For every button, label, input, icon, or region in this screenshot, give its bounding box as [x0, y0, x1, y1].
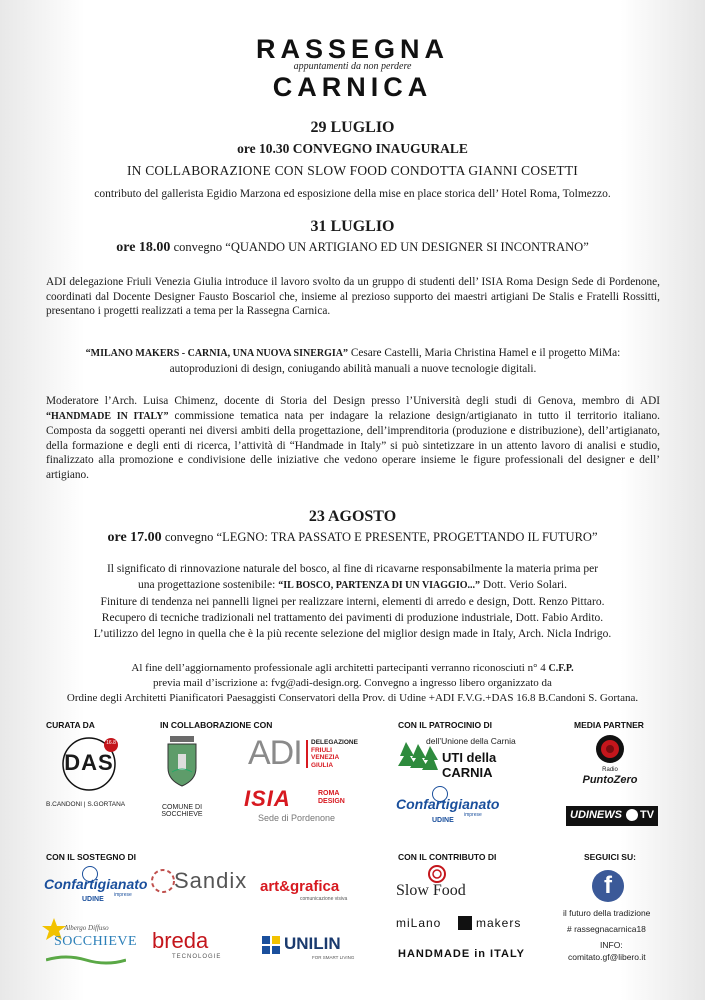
title-carnica: CARNICA [272, 72, 433, 102]
unilin-sub: FOR SMART LIVING [312, 955, 355, 960]
uti-carnia-logo [398, 736, 538, 782]
milano-text: miLano [396, 916, 442, 930]
event3-line4: Recupero di tecniche tradizionali nel trattamento dei pavimenti di produzione industriale, Dott. Fabio Ardito. [101, 612, 604, 624]
event3-line2 [0, 579, 705, 591]
unilin-squares-icon [262, 936, 282, 956]
adi-text4: GIULIA [311, 761, 334, 769]
event1-time: ore 10.30 CONVEGNO INAUGURALE [237, 141, 468, 156]
label-sostegno: CON IL SOSTEGNO DI [46, 852, 137, 862]
event3-date: 23 AGOSTO [308, 508, 397, 525]
udinews-text: UDINEWS [570, 809, 622, 821]
radio-rose-icon [595, 734, 625, 764]
breda-text: breda [152, 928, 209, 953]
confart2-imprese: imprese [114, 892, 132, 898]
confart-city: UDINE [432, 817, 454, 824]
confart2-name: Confartigianato [44, 876, 148, 892]
organizers-note: Ordine degli Architetti Pianificatori Paesaggisti Conservatori della Prov. di Udine +ADI F.V.G.+DAS 16.8 B.Candoni S. Gortana. [66, 692, 639, 704]
confart2-city: UDINE [82, 896, 104, 903]
event2-heading [0, 240, 705, 256]
isia-side-text [318, 790, 345, 806]
handmade-in-italy-text: HANDMADE in ITALY [398, 948, 525, 960]
isia-text2: DESIGN [318, 798, 345, 805]
facebook-icon[interactable] [592, 870, 624, 902]
adi-text [311, 739, 358, 769]
label-curata-da: CURATA DA [46, 720, 95, 730]
event2-handmade-bold: “HANDMADE IN ITALY” [46, 410, 169, 422]
uti-trees-icon [398, 742, 438, 778]
event2-paragraph3 [46, 394, 660, 482]
event2-makers-title: “MILANO MAKERS - CARNIA, UNA NUOVA SINERGIA” [85, 348, 348, 359]
isia-caption: Sede di Pordenone [258, 813, 336, 823]
das-logo [58, 735, 120, 793]
event2-title: convegno “QUANDO UN ARTIGIANO ED UN DESIGNER SI INCONTRANO” [170, 240, 589, 254]
radio-label: Radio [602, 767, 618, 773]
albergo-socchieve-logo [42, 918, 138, 968]
snail-icon [426, 864, 448, 884]
isia-letters: ISIA [244, 786, 291, 811]
facebook-f-glyph: f [604, 872, 612, 899]
adi-text2: FRIULI [311, 746, 332, 754]
uti-line2: UTI della CARNIA [442, 750, 497, 780]
label-seguici: SEGUICI SU: [584, 852, 636, 862]
comune-line2: SOCCHIEVE [161, 811, 203, 818]
label-in-collaborazione: IN COLLABORAZIONE CON [160, 720, 273, 730]
cfp-note-bold: C.F.P. [548, 663, 574, 674]
isia-text1: ROMA [318, 790, 340, 797]
sandix-logo [150, 864, 250, 904]
fb-tagline: il futuro della tradizione [563, 908, 651, 918]
event3-heading [0, 530, 705, 546]
slowfood-logo [396, 864, 506, 906]
confartigianato-logo-patrocinio [396, 786, 516, 826]
event3-line5: L’utilizzo del legno in quella che è la più recente selezione del miglior design made in Italy, Arch. Nicla Indrigo. [93, 628, 612, 640]
udinews-circle-icon [626, 809, 638, 821]
event3-line1: Il significato di rinnovazione naturale del bosco, al fine di ricavarne responsabilmente la materia prima per [106, 563, 599, 575]
event3-line2-bold: “IL BOSCO, PARTENZA DI UN VIAGGIO...” [278, 580, 481, 591]
registration-note: previa mail d’iscrizione a: fvg@adi-design.org. Convegno a ingresso libero organizzato da [153, 677, 552, 689]
breda-logo [152, 928, 242, 964]
milano-makers-logo [396, 914, 546, 936]
unilin-logo [262, 934, 362, 966]
info-label: INFO: [600, 940, 623, 950]
event3-line2-author: Dott. Verio Solari. [480, 579, 568, 591]
adi-divider [306, 740, 308, 768]
uti-line1: dell’Unione della Carnia [426, 736, 516, 746]
subtitle: appuntamenti da non perdere [293, 61, 412, 72]
title-rassegna: RASSEGNA [255, 34, 450, 64]
event2-paragraph2 [60, 346, 646, 376]
radio-name: PuntoZero [582, 774, 638, 786]
event1-date: 29 LUGLIO [310, 119, 395, 136]
confart-name: Confartigianato [396, 796, 500, 812]
sandix-swirl-icon [150, 868, 176, 894]
unilin-text: UNILIN [284, 934, 341, 953]
event3-line2-text: una progettazione sostenibile: [137, 579, 279, 591]
info-email[interactable]: comitato.gf@libero.it [568, 952, 646, 962]
albergo-text: Albergo Diffuso [64, 924, 109, 932]
label-contributo: CON IL CONTRIBUTO DI [398, 852, 497, 862]
breda-sub: TECNOLOGIE [172, 954, 222, 960]
cfp-note [0, 662, 705, 674]
label-media-partner: MEDIA PARTNER [574, 720, 644, 730]
adi-logo [248, 734, 368, 774]
label-patrocinio: CON IL PATROCINIO DI [398, 720, 492, 730]
event1-detail: contributo del gallerista Egidio Marzona ed esposizione della mise en place storica dell’ Hotel Roma, Tolmezzo. [94, 188, 611, 200]
event3-time: ore 17.00 [107, 530, 162, 545]
hashtag: # rassegnacarnica18 [567, 924, 646, 934]
makers-text: makers [476, 916, 522, 930]
udinews-tv-logo [566, 806, 658, 826]
event2-date: 31 LUGLIO [310, 218, 395, 235]
comune-caption [156, 804, 208, 818]
comune-crest-icon [162, 734, 202, 796]
event2-makers-text: Cesare Castelli, Maria Christina Hamel e il progetto MiMa: autoproduzioni di design, coniugando abilità manuali a nuove tecnologie digitali. [169, 347, 621, 375]
event2-time: ore 18.00 [116, 240, 171, 255]
das-logo-number: 16.8 [106, 740, 116, 746]
adi-letters: ADI [248, 734, 302, 772]
milano-makers-mark-icon [458, 916, 472, 930]
radio-puntozero-logo [580, 734, 640, 794]
artgrafica-text: art&grafica [260, 878, 340, 895]
adi-text1: DELEGAZIONE [311, 739, 358, 746]
event3-line3: Finiture di tendenza nei pannelli lignei per realizzare interni, elementi di arredo e design, Dott. Renzo Pittaro. [100, 596, 605, 608]
artgrafica-sub: comunicazione visiva [300, 896, 348, 902]
confart-imprese: imprese [464, 812, 482, 818]
adi-text3: VENEZIA [311, 754, 340, 761]
das-caption: B.CANDONI | S.GORTANA [46, 801, 126, 808]
udinews-tv-text: TV [640, 809, 655, 821]
artgrafica-logo [260, 878, 360, 908]
event2-paragraph1: ADI delegazione Friuli Venezia Giulia introduce il lavoro svolto da un gruppo di studenti dell’ ISIA Roma Design Sede di Pordenone, coordinati dal Docente Designer Fausto Boscariol che, insieme al prezioso supporto dei maestri artigiani De Stalis e Fratelli Rossitti, presentano i progetti realizzati a tema per la Rassegna Carnica. [46, 276, 660, 317]
event1-collab: IN COLLABORAZIONE CON SLOW FOOD CONDOTTA GIANNI COSETTI [126, 163, 579, 178]
isia-logo [242, 786, 362, 826]
comune-line1: COMUNE DI [161, 804, 203, 811]
sandix-text: Sandix [174, 868, 248, 893]
confartigianato-logo-sostegno [44, 866, 164, 904]
cfp-note-text: Al fine dell’aggiornamento professionale agli architetti partecipanti verranno riconosciuti n° 4 [131, 662, 549, 674]
event3-title: convegno “LEGNO: TRA PASSATO E PRESENTE, PROGETTANDO IL FUTURO” [161, 530, 598, 544]
slowfood-text: Slow Food [396, 882, 466, 899]
socchieve-text: SOCCHIEVE [54, 934, 138, 949]
event2-moderator-text: Moderatore l’Arch. Luisa Chimenz, docente di Storia del Design presso l’Università degli studi di Genova, membro di ADI [46, 395, 660, 407]
das-logo-text: DAS [64, 750, 114, 775]
albergo-wave-icon [46, 954, 126, 966]
event2-handmade-text: commissione tematica nata per indagare la relazione design/artigianato in tutto il territorio italiano. Composta da soggetti operanti nei diversi ambiti della progettazione, dell’imprenditoria (produzione e distribuzione), dell’artigianato, della formazione e degli enti di ricerca, l’attività di “Handmade in Italy” si può sintetizzare in un attento lavoro di analisi e studio, finalizzato alla promozione e condivisione delle iniziative che vedono operare insieme le figure professionali del designer e dell’ artigiano. [46, 409, 660, 481]
